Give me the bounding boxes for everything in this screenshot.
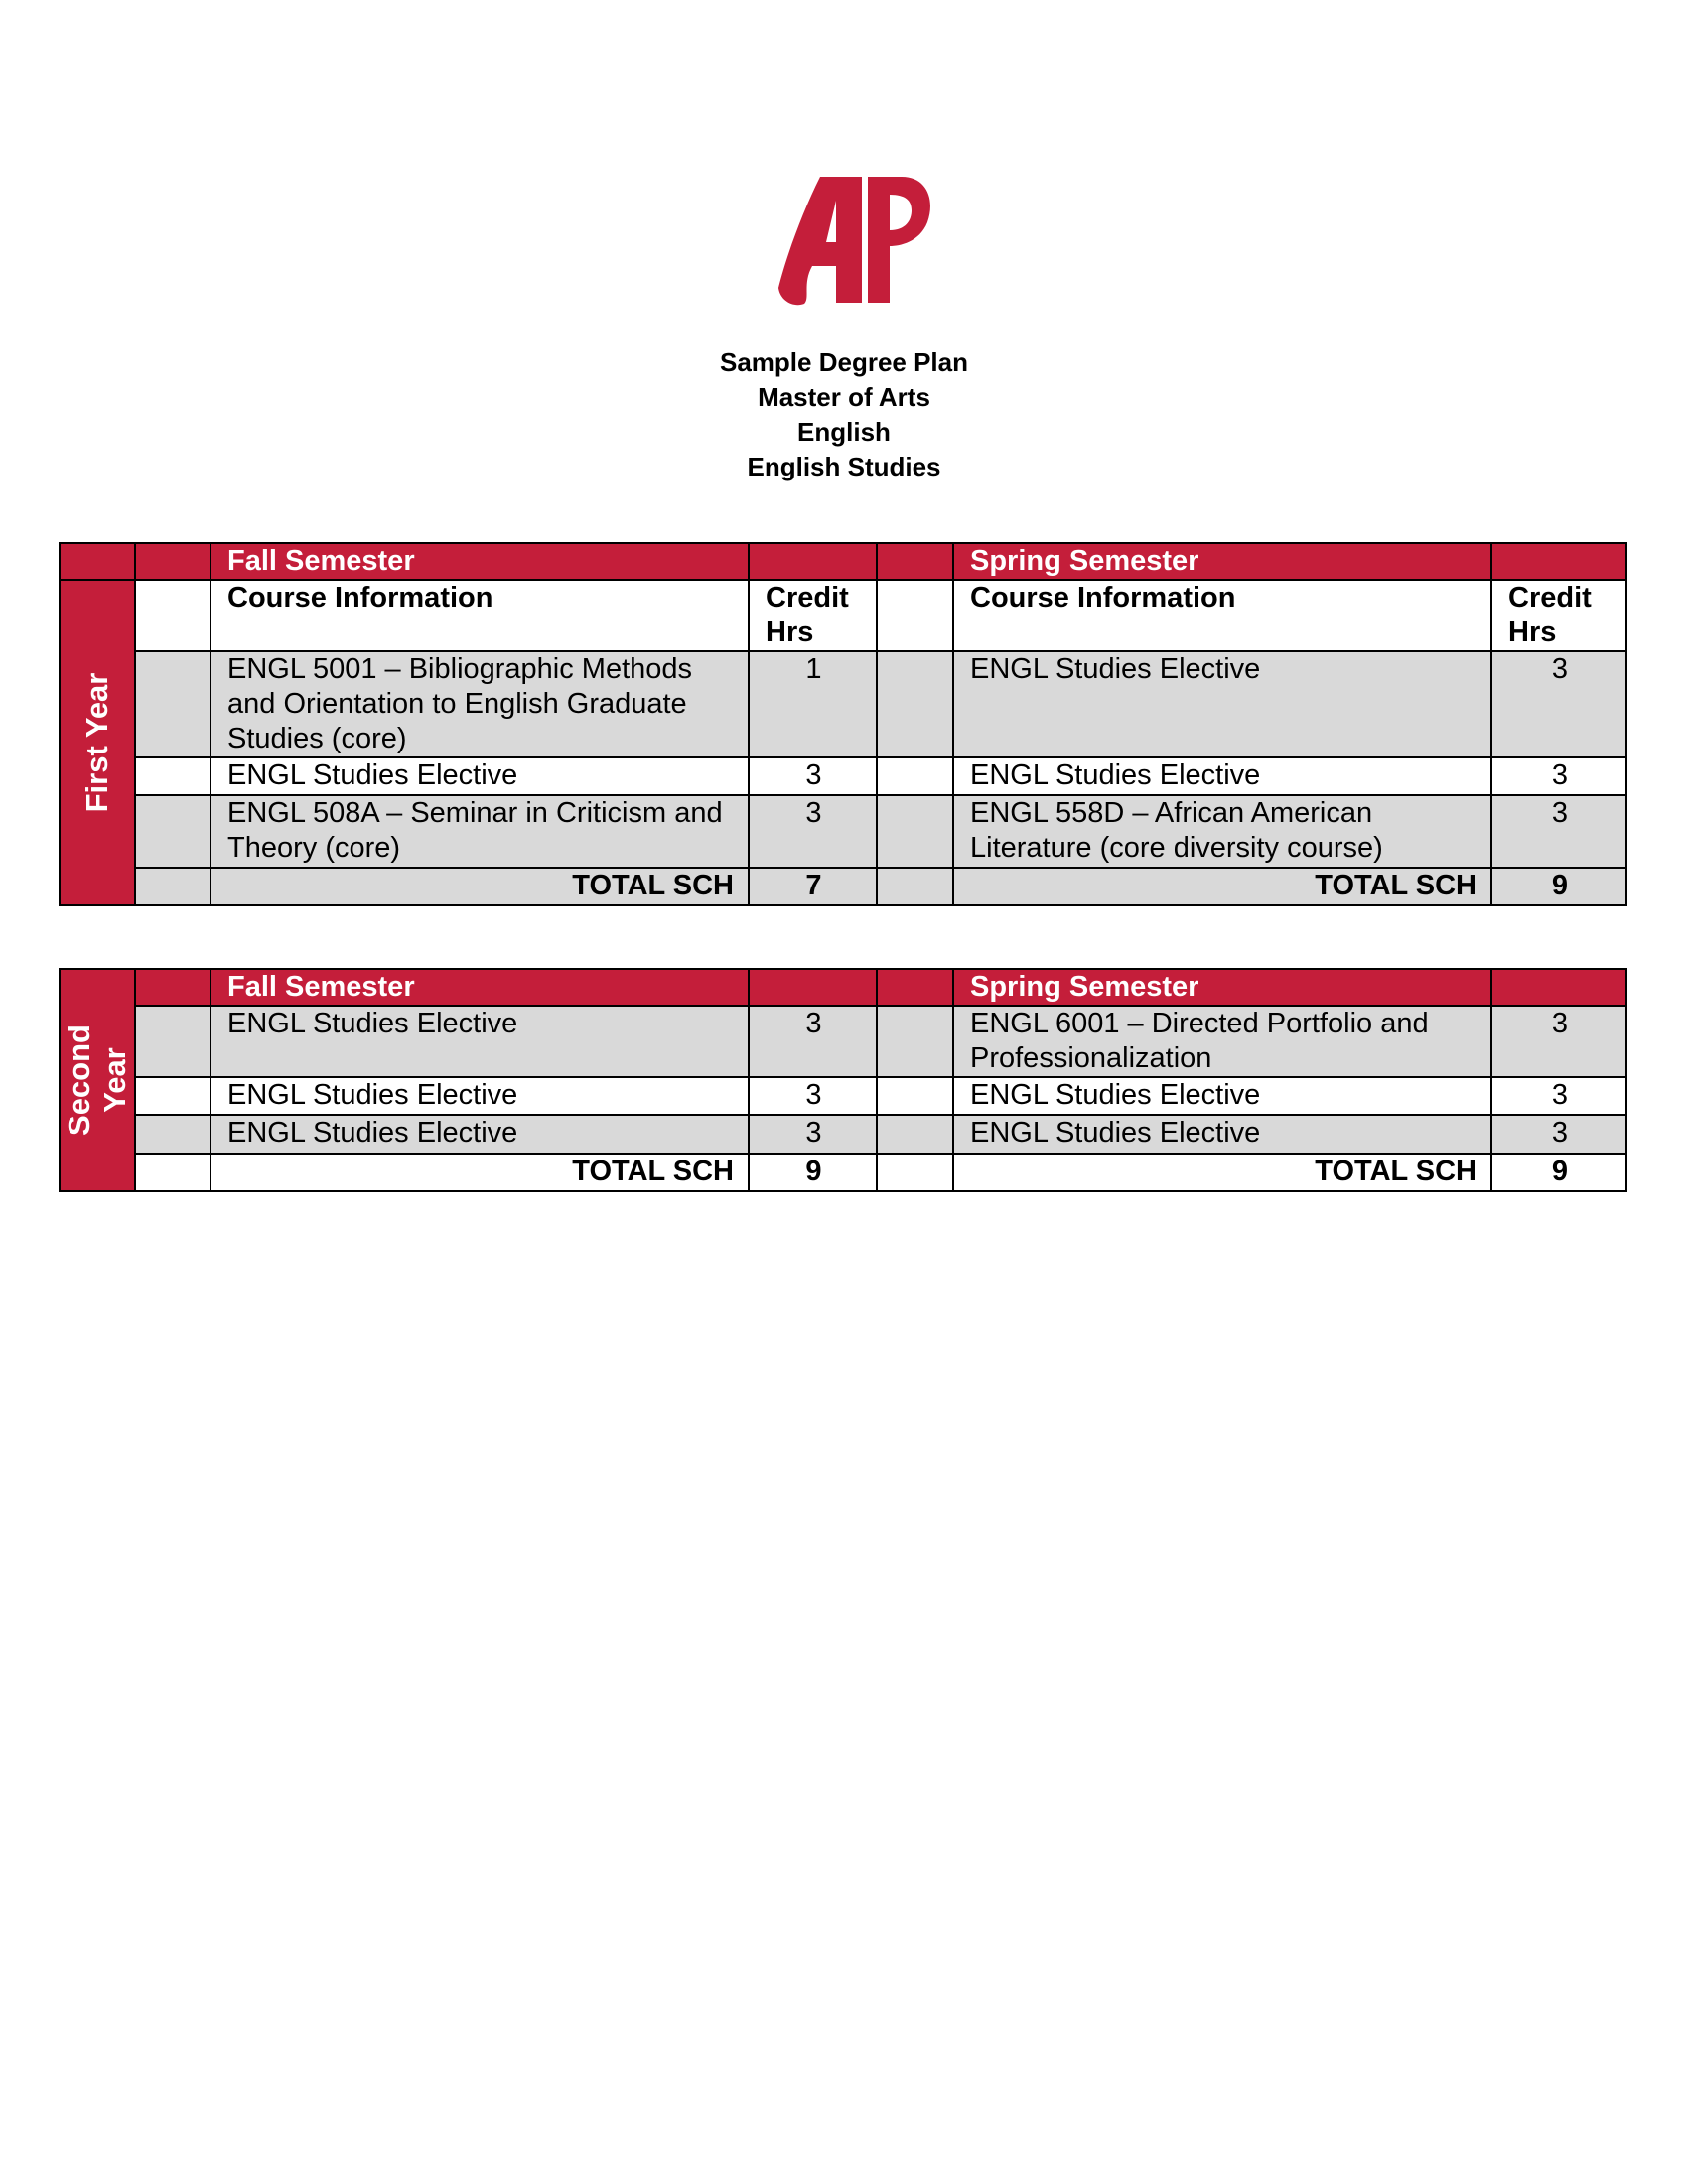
- fall-credit: 1: [749, 651, 877, 757]
- total-row: [60, 868, 1626, 905]
- header-blank-cell: [135, 543, 211, 580]
- header-blank-cell: [749, 969, 877, 1006]
- spring-semester-title: Spring Semester: [953, 969, 1491, 1006]
- heading-line-3: English: [797, 417, 891, 447]
- spring-course: ENGL 6001 – Directed Portfolio and Professionalization: [953, 1006, 1491, 1077]
- table-row: [60, 757, 1626, 795]
- spring-credit: 3: [1491, 1077, 1626, 1115]
- blank-cell: [135, 1154, 211, 1191]
- spring-credit: 3: [1491, 1115, 1626, 1154]
- second-year-label: Second Year: [62, 1024, 132, 1136]
- spring-course: ENGL Studies Elective: [953, 651, 1491, 757]
- fall-credit: 3: [749, 757, 877, 795]
- blank-cell: [877, 651, 953, 757]
- spring-total-value: 9: [1491, 1154, 1626, 1191]
- university-logo: [751, 139, 939, 328]
- fall-course: ENGL Studies Elective: [211, 1077, 749, 1115]
- blank-cell: [135, 580, 211, 651]
- blank-cell: [135, 1115, 211, 1154]
- blank-cell: [877, 757, 953, 795]
- semester-header-row: [60, 969, 1626, 1006]
- spring-course: ENGL 558D – African American Literature (core diversity course): [953, 795, 1491, 868]
- fall-total-value: 7: [749, 868, 877, 905]
- spring-semester-title: Spring Semester: [953, 543, 1491, 580]
- fall-credit-hrs-header: Credit Hrs: [749, 580, 877, 651]
- blank-cell: [877, 1077, 953, 1115]
- heading-line-4: English Studies: [747, 452, 941, 481]
- fall-course: ENGL Studies Elective: [211, 1115, 749, 1154]
- table-row: [60, 795, 1626, 868]
- fall-course: ENGL Studies Elective: [211, 1006, 749, 1077]
- header-blank-cell: [749, 543, 877, 580]
- blank-cell: [877, 1154, 953, 1191]
- spring-total-label: TOTAL SCH: [953, 1154, 1491, 1191]
- blank-cell: [877, 795, 953, 868]
- first-year-label: First Year: [79, 672, 114, 813]
- fall-total-label: TOTAL SCH: [211, 1154, 749, 1191]
- fall-semester-title: Fall Semester: [211, 543, 749, 580]
- spring-total-value: 9: [1491, 868, 1626, 905]
- spring-course-info-header: Course Information: [953, 580, 1491, 651]
- fall-credit: 3: [749, 1115, 877, 1154]
- logo-letter-a: [778, 177, 862, 305]
- fall-course: ENGL 5001 – Bibliographic Methods and Orientation to English Graduate Studies (core): [211, 651, 749, 757]
- fall-course: ENGL 508A – Seminar in Criticism and Theory (core): [211, 795, 749, 868]
- fall-course-info-header: Course Information: [211, 580, 749, 651]
- blank-cell: [135, 795, 211, 868]
- spring-credit: 3: [1491, 1006, 1626, 1077]
- table-row: [60, 1077, 1626, 1115]
- first-year-table: [59, 542, 1627, 906]
- spring-credit: 3: [1491, 757, 1626, 795]
- logo-letter-p: [868, 177, 930, 303]
- spring-total-label: TOTAL SCH: [953, 868, 1491, 905]
- fall-semester-title: Fall Semester: [211, 969, 749, 1006]
- spring-credit-hrs-header: Credit Hrs: [1491, 580, 1626, 651]
- table-row: [60, 1006, 1626, 1077]
- spring-course: ENGL Studies Elective: [953, 1115, 1491, 1154]
- fall-total-value: 9: [749, 1154, 877, 1191]
- fall-credit: 3: [749, 795, 877, 868]
- header-blank-cell: [135, 969, 211, 1006]
- fall-credit: 3: [749, 1006, 877, 1077]
- header-blank-cell: [877, 543, 953, 580]
- fall-credit: 3: [749, 1077, 877, 1115]
- spring-course: ENGL Studies Elective: [953, 757, 1491, 795]
- fall-total-label: TOTAL SCH: [211, 868, 749, 905]
- heading-line-1: Sample Degree Plan: [720, 347, 968, 377]
- header-blank-cell: [877, 969, 953, 1006]
- fall-course: ENGL Studies Elective: [211, 757, 749, 795]
- blank-cell: [135, 868, 211, 905]
- year-label-cell: [60, 969, 135, 1191]
- table-row: [60, 651, 1626, 757]
- header-blank-cell: [1491, 543, 1626, 580]
- spring-credit: 3: [1491, 795, 1626, 868]
- spring-credit: 3: [1491, 651, 1626, 757]
- table-row: [60, 1115, 1626, 1154]
- semester-header-row: [60, 543, 1626, 580]
- blank-cell: [135, 1006, 211, 1077]
- blank-cell: [877, 580, 953, 651]
- second-year-table: [59, 968, 1627, 1192]
- heading-line-2: Master of Arts: [758, 382, 930, 412]
- blank-cell: [135, 1077, 211, 1115]
- blank-cell: [877, 1006, 953, 1077]
- total-row: [60, 1154, 1626, 1191]
- blank-cell: [877, 868, 953, 905]
- header-blank-cell: [1491, 969, 1626, 1006]
- year-label-cell: [60, 580, 135, 905]
- blank-cell: [135, 651, 211, 757]
- header-blank-cell: [60, 543, 135, 580]
- column-header-row: [60, 580, 1626, 651]
- document-heading: [0, 345, 1688, 484]
- blank-cell: [135, 757, 211, 795]
- spring-course: ENGL Studies Elective: [953, 1077, 1491, 1115]
- blank-cell: [877, 1115, 953, 1154]
